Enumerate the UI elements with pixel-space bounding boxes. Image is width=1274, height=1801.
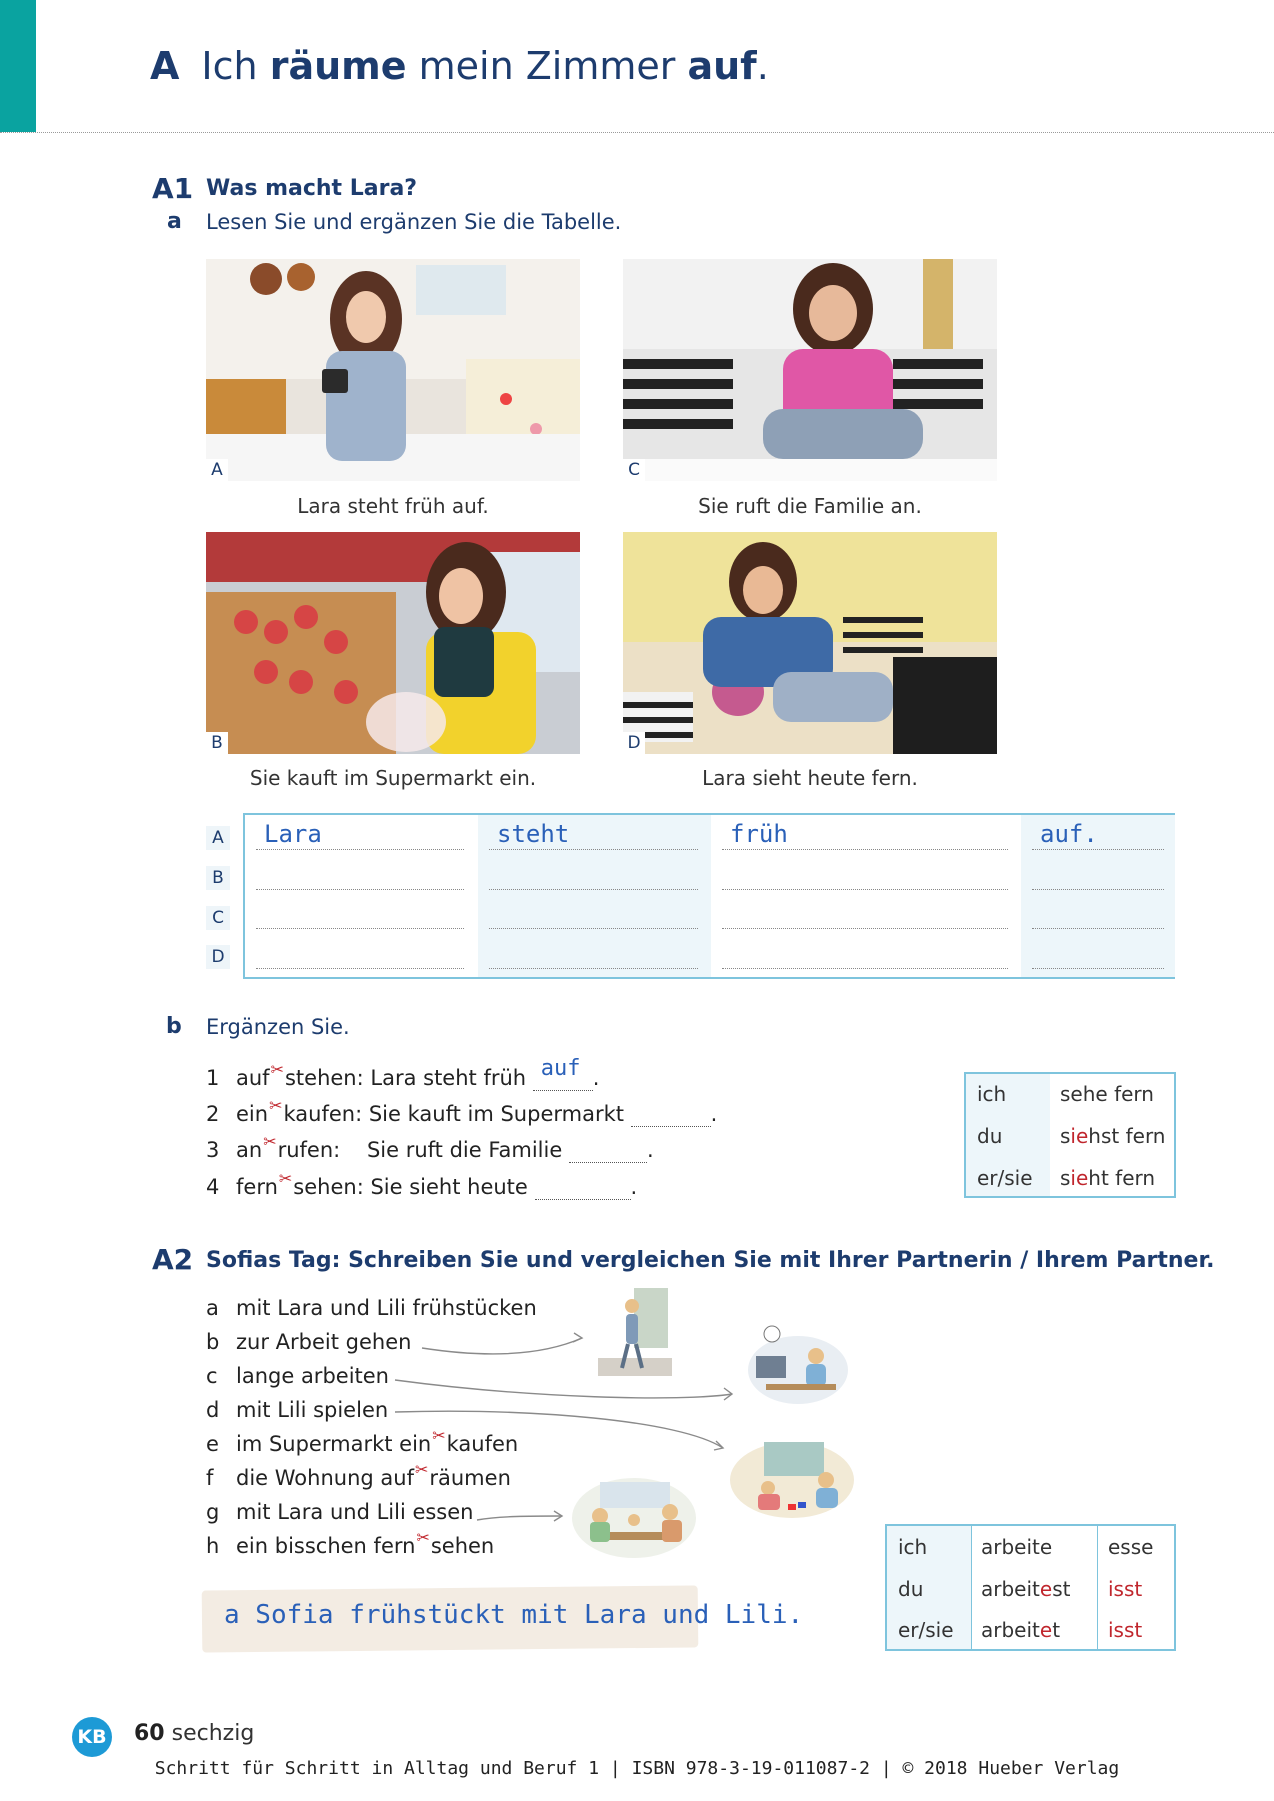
answer-example: auf (540, 1056, 581, 1081)
conj-verb-arbeiten: arbeite (981, 1535, 1053, 1559)
a2-item-c: c lange arbeiten (206, 1364, 389, 1388)
table-line[interactable] (1032, 968, 1164, 969)
table-line[interactable] (256, 928, 464, 929)
a1-sub-a-instruction: Lesen Sie und ergänzen Sie die Tabelle. (206, 210, 622, 234)
illustration-playing-with-child (728, 1432, 856, 1520)
table-line[interactable] (489, 889, 698, 890)
table-line[interactable] (489, 928, 698, 929)
a1b-item-3: 3 an✂rufen: Sie ruft die Familie . (206, 1132, 654, 1162)
a2-item-b: b zur Arbeit gehen (206, 1330, 412, 1354)
answer-blank-3[interactable] (569, 1138, 647, 1163)
photo-b (206, 532, 580, 754)
a1-sub-a-letter: a (167, 209, 182, 234)
table-row-label-d: D (206, 945, 230, 969)
conj-verb-essen: esse (1108, 1535, 1154, 1559)
kb-badge: KB (72, 1717, 112, 1757)
photo-c-caption: Sie ruft die Familie an. (698, 494, 922, 518)
conj-pronoun: ich (977, 1082, 1007, 1106)
teal-accent-bar (0, 0, 36, 132)
conj-verb-essen: isst (1108, 1577, 1143, 1601)
table-line[interactable] (722, 968, 1008, 969)
a2-example-sentence: a Sofia frühstückt mit Lara und Lili. (224, 1600, 804, 1630)
a1b-item-4: 4 fern✂sehen: Sie sieht heute . (206, 1169, 638, 1199)
conj-verb-essen: isst (1108, 1618, 1143, 1642)
answer-blank-4[interactable] (535, 1175, 631, 1200)
a2-item-h: h ein bisschen fern✂sehen (206, 1528, 495, 1558)
scissors-icon: ✂ (278, 1169, 293, 1188)
a2-item-f: f die Wohnung auf✂räumen (206, 1460, 511, 1490)
page-number: 60 sechzig (134, 1721, 255, 1746)
table-row-label-a: A (206, 826, 230, 850)
a2-item-a: a mit Lara und Lili frühstücken (206, 1296, 537, 1320)
table-row-label-b: B (206, 866, 230, 890)
illustration-working-at-desk (746, 1322, 850, 1406)
table-line[interactable] (1032, 889, 1164, 890)
table-line[interactable] (489, 849, 698, 850)
a1-sub-b-letter: b (166, 1014, 182, 1039)
a1-answer-table (243, 813, 1175, 979)
table-line[interactable] (256, 889, 464, 890)
conj-verb: sehe fern (1060, 1082, 1154, 1106)
table-line[interactable] (256, 849, 464, 850)
conj-pronoun: er/sie (898, 1618, 954, 1642)
a1b-item-2: 2 ein✂kaufen: Sie kauft im Supermarkt . (206, 1096, 718, 1126)
conj-verb-arbeiten: arbeitest (981, 1577, 1071, 1601)
page-title: A Ich räume mein Zimmer auf. (150, 44, 769, 88)
answer-blank-2[interactable] (631, 1102, 711, 1127)
photo-d-label: D (623, 732, 645, 754)
table-example-prefix: auf. (1040, 820, 1098, 848)
table-line[interactable] (1032, 849, 1164, 850)
photo-b-label: B (206, 732, 228, 754)
table-example-middle: früh (730, 820, 788, 848)
scissors-icon: ✂ (270, 1060, 284, 1079)
a1b-item-1: 1 auf✂stehen: Lara steht früh auf . (206, 1056, 600, 1090)
conj-pronoun: du (977, 1124, 1003, 1148)
table-example-subject: Lara (264, 820, 322, 848)
photo-c-label: C (623, 459, 645, 481)
photo-a (206, 259, 580, 481)
scissors-icon: ✂ (416, 1528, 430, 1547)
photo-d-caption: Lara sieht heute fern. (702, 766, 918, 790)
table-row-label-c: C (206, 906, 230, 930)
a1-title: Was macht Lara? (206, 176, 418, 201)
conj-verb: siehst fern (1060, 1124, 1166, 1148)
a2-item-g: g mit Lara und Lili essen (206, 1500, 474, 1524)
a2-item-d: d mit Lili spielen (206, 1398, 389, 1422)
chapter-letter: A (150, 44, 180, 88)
table-line[interactable] (489, 968, 698, 969)
table-line[interactable] (722, 928, 1008, 929)
scissors-icon: ✂ (414, 1460, 429, 1479)
photo-b-caption: Sie kauft im Supermarkt ein. (249, 766, 537, 790)
table-line[interactable] (1032, 928, 1164, 929)
table-line[interactable] (722, 849, 1008, 850)
a2-title: Sofias Tag: Schreiben Sie und vergleichen Sie mit Ihrer Partnerin / Ihrem Partner. (206, 1248, 1215, 1273)
illustration-family-dinner (570, 1472, 698, 1560)
photo-a-caption: Lara steht früh auf. (297, 494, 489, 518)
a1-number: A1 (152, 172, 194, 205)
answer-blank-1[interactable] (533, 1056, 593, 1091)
photo-c (623, 259, 997, 481)
scissors-icon: ✂ (269, 1096, 283, 1115)
table-example-verb: steht (497, 820, 570, 848)
conj-verb-arbeiten: arbeitet (981, 1618, 1061, 1642)
conj-verb: sieht fern (1060, 1166, 1156, 1190)
a2-number: A2 (152, 1243, 194, 1276)
illustration-walking-to-work (598, 1288, 672, 1384)
table-line[interactable] (722, 889, 1008, 890)
header-divider (0, 132, 1274, 133)
conj-pronoun: du (898, 1577, 924, 1601)
table-line[interactable] (256, 968, 464, 969)
scissors-icon: ✂ (263, 1132, 277, 1151)
a1-sub-b-instruction: Ergänzen Sie. (206, 1015, 350, 1039)
photo-d (623, 532, 997, 754)
conj-pronoun: ich (898, 1535, 928, 1559)
footer-credit: Schritt für Schritt in Alltag und Beruf 1 | ISBN 978-3-19-011087-2 | © 2018 Hueber Verlag (154, 1758, 1120, 1779)
scissors-icon: ✂ (432, 1426, 446, 1445)
photo-a-label: A (206, 459, 228, 481)
a2-item-e: e im Supermarkt ein✂kaufen (206, 1426, 519, 1456)
conj-pronoun: er/sie (977, 1166, 1033, 1190)
